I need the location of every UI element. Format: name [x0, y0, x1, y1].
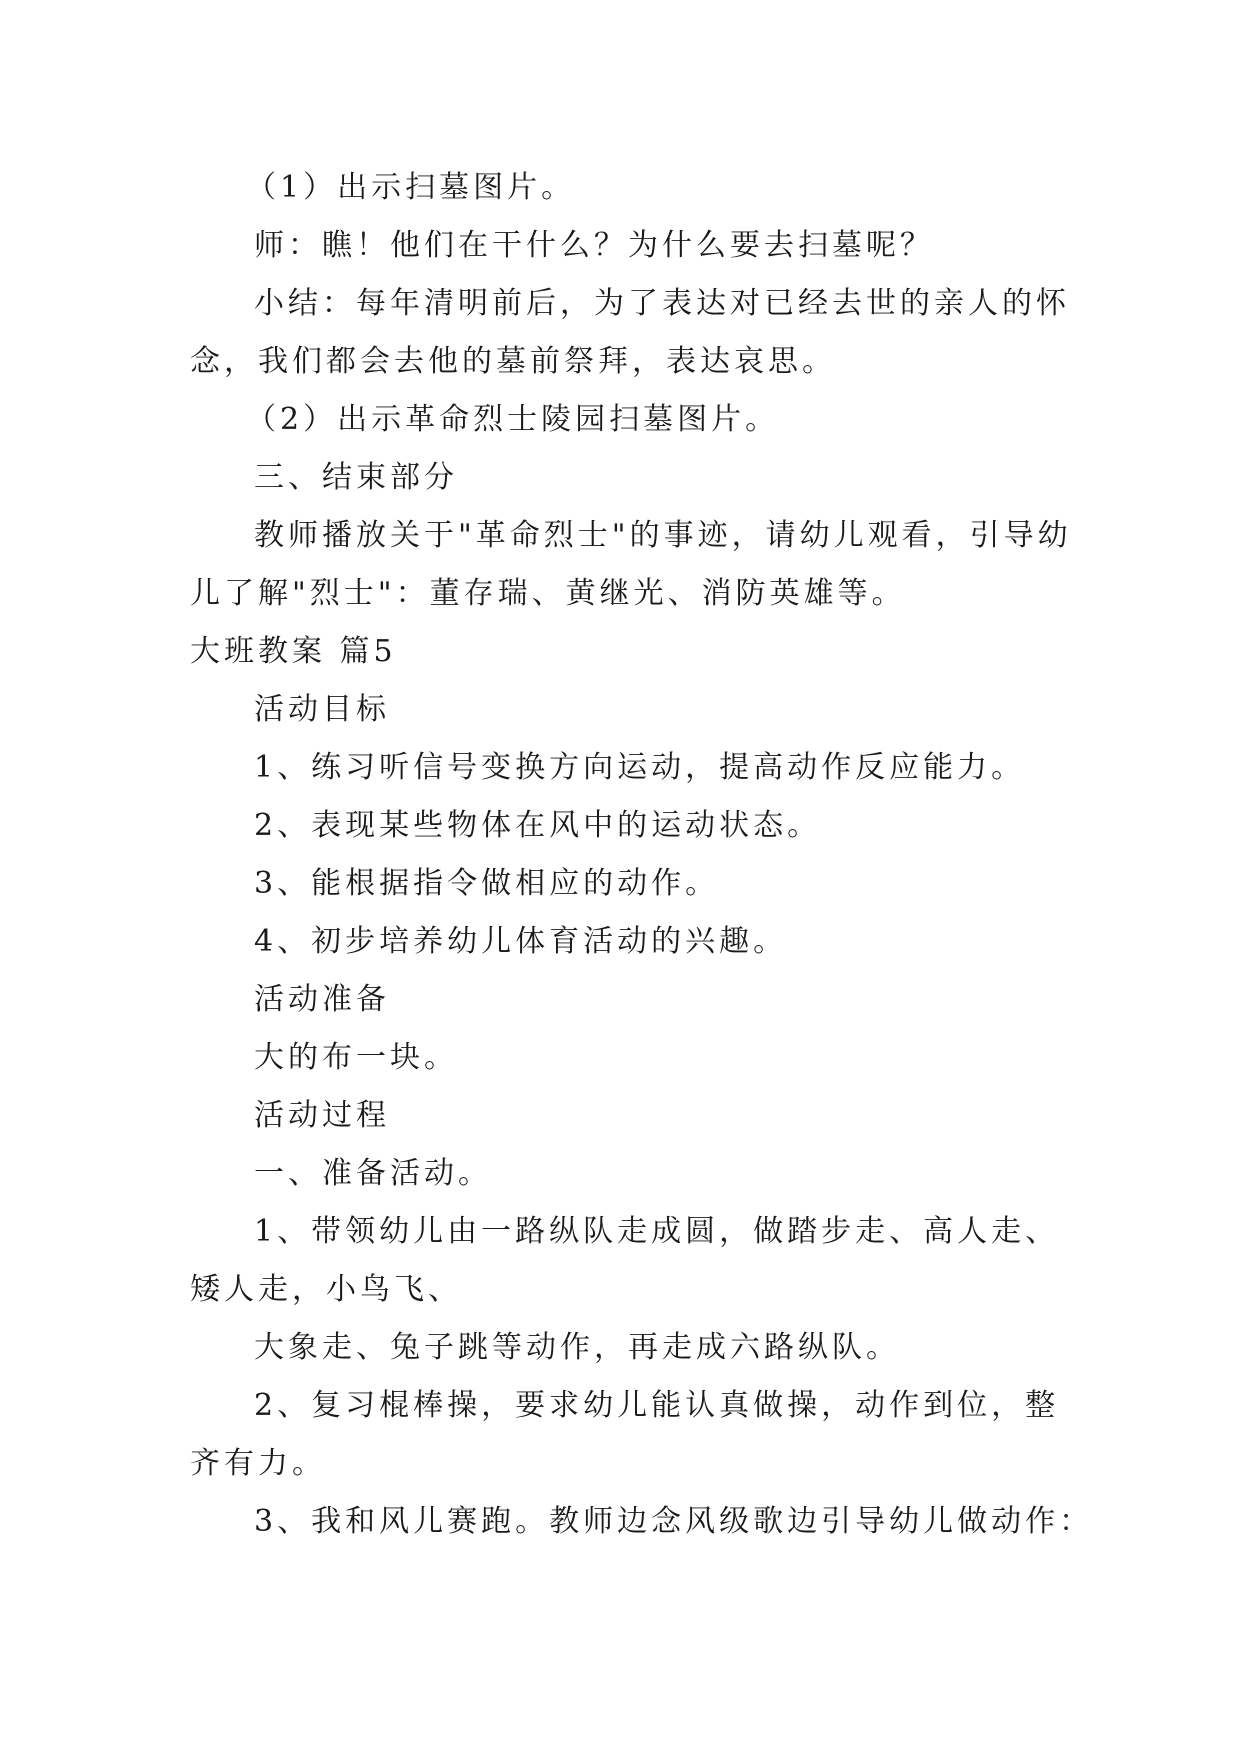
document-heading: 大班教案 篇5 — [190, 634, 397, 669]
paragraph-line: （1）出示扫墓图片。 — [246, 170, 576, 205]
list-item: 4、初步培养幼儿体育活动的兴趣。 — [254, 924, 788, 959]
paragraph-line: （2）出示革命烈士陵园扫墓图片。 — [246, 402, 780, 437]
paragraph-line: 齐有力。 — [190, 1446, 326, 1481]
paragraph-line: 矮人走，小鸟飞、 — [190, 1272, 462, 1307]
section-heading: 三、结束部分 — [254, 460, 458, 495]
section-heading: 一、准备活动。 — [254, 1156, 492, 1191]
section-heading: 活动过程 — [254, 1098, 390, 1133]
paragraph-line: 小结：每年清明前后，为了表达对已经去世的亲人的怀 — [254, 286, 1070, 321]
section-heading: 活动目标 — [254, 692, 390, 727]
paragraph-line: 教师播放关于"革命烈士"的事迹，请幼儿观看，引导幼 — [254, 518, 1072, 553]
section-heading: 活动准备 — [254, 982, 390, 1017]
list-item: 3、我和风儿赛跑。教师边念风级歌边引导幼儿做动作： — [254, 1504, 1094, 1539]
paragraph-line: 大象走、兔子跳等动作，再走成六路纵队。 — [254, 1330, 900, 1365]
list-item: 1、带领幼儿由一路纵队走成圆，做踏步走、高人走、 — [254, 1214, 1060, 1249]
list-item: 3、能根据指令做相应的动作。 — [254, 866, 720, 901]
list-item: 2、复习棍棒操，要求幼儿能认真做操，动作到位，整 — [254, 1388, 1060, 1423]
paragraph-line: 大的布一块。 — [254, 1040, 458, 1075]
list-item: 1、练习听信号变换方向运动，提高动作反应能力。 — [254, 750, 1026, 785]
paragraph-line: 念，我们都会去他的墓前祭拜，表达哀思。 — [190, 344, 836, 379]
paragraph-line: 师：瞧！他们在干什么？为什么要去扫墓呢？ — [254, 228, 934, 263]
list-item: 2、表现某些物体在风中的运动状态。 — [254, 808, 822, 843]
paragraph-line: 儿了解"烈士"：董存瑞、黄继光、消防英雄等。 — [190, 576, 906, 611]
